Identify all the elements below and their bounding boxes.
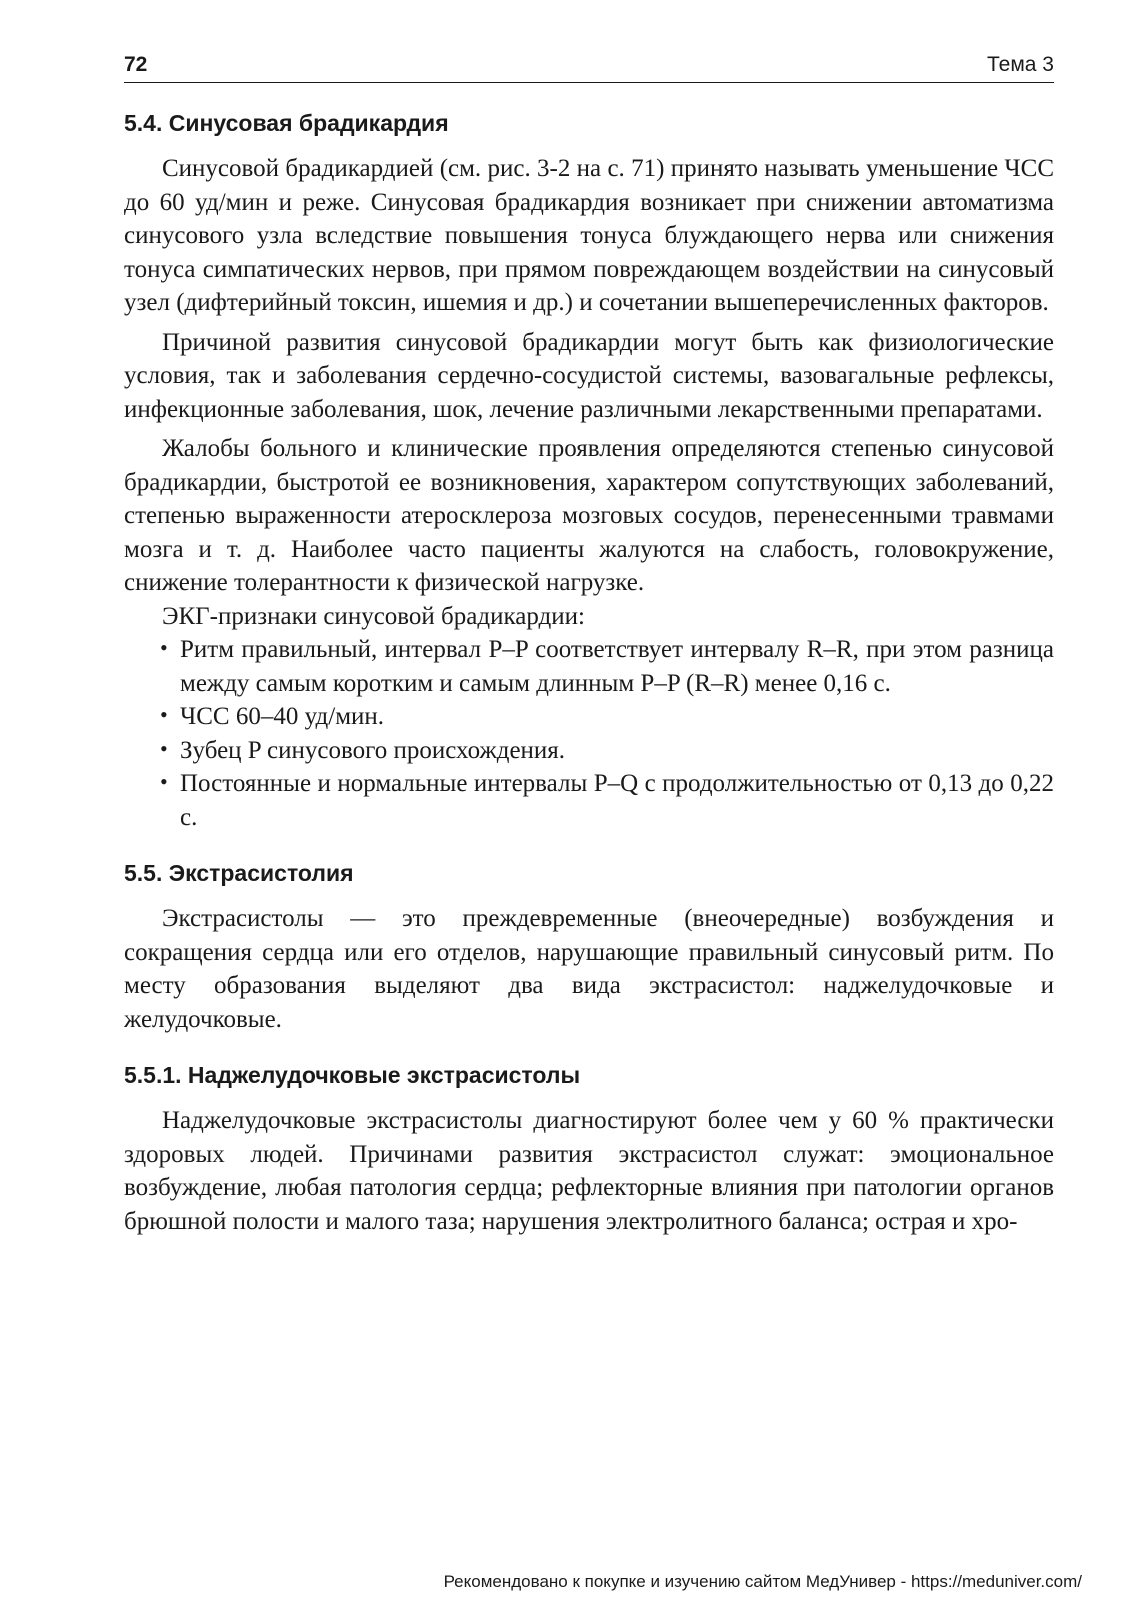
ecg-signs-list [124, 633, 1054, 834]
section-heading-5-5-1: 5.5.1. Наджелудочковые экстрасистолы [124, 1062, 581, 1088]
page-header [124, 50, 1054, 83]
list-item: • Ритм правильный, интервал P–P соответствует интервалу R–R, при этом разница между самым коротким и самым длинным P–P (R–R) менее 0,16 с. [180, 633, 1054, 700]
running-head: Тема 3 [987, 53, 1054, 76]
section-heading-5-4: 5.4. Синусовая брадикардия [124, 110, 449, 136]
list-item: • Зубец P синусового происхождения. [180, 734, 1054, 768]
page-number: 72 [124, 53, 148, 76]
footer-note: Рекомендовано к покупке и изучению сайтом МедУнивер - https://meduniver.com/ [443, 1572, 1082, 1591]
paragraph: Причиной развития синусовой брадикардии могут быть как физиологические условия, так и заболевания сердечно-сосудистой системы, вазовагальные рефлексы, инфекционные заболевания, шок, лечение различными лекарственными препаратами. [124, 328, 1054, 423]
paragraph: Синусовой брадикардией (см. рис. 3-2 на с. 71) принято называть уменьшение ЧСС до 60 уд/мин и реже. Синусовая брадикардия возникает при снижении автоматизма синусового узла вследствие повышения тонуса блуждающего нерва или снижения тонуса симпатических нервов, при прямом повреждающем воздействии на синусовый узел (дифтерийный токсин, ишемия и др.) и сочетании вышеперечисленных факторов. [124, 155, 1054, 316]
paragraph: Наджелудочковые экстрасистолы диагностируют более чем у 60 % практически здоровых людей. Причинами развития экстрасистол служат: эмоциональное возбуждение, любая патология сердца; рефлекторные влияния при патологии органов брюшной полости и малого таза; нарушения электролитного баланса; острая и хро- [124, 1107, 1054, 1235]
section-heading-5-5: 5.5. Экстрасистолия [124, 860, 354, 886]
page-body [124, 106, 1054, 1238]
paragraph: Экстрасистолы — это преждевременные (внеочередные) возбуждения и сокращения сердца или его отделов, нарушающие правильный синусовый ритм. По месту образования выделяют два вида экстрасистол: наджелудочковые и желудочковые. [124, 905, 1054, 1033]
paragraph: Жалобы больного и клинические проявления определяются степенью синусовой брадикардии, быстротой ее возникновения, характером сопутствующих заболеваний, степенью выраженности атеросклероза мозговых сосудов, перенесенными травмами мозга и т. д. Наиболее часто пациенты жалуются на слабость, головокружение, снижение толерантности к физической нагрузке. [124, 435, 1054, 596]
list-item: • Постоянные и нормальные интервалы P–Q с продолжительностью от 0,13 до 0,22 с. [180, 767, 1054, 834]
paragraph: ЭКГ-признаки синусовой брадикардии: [162, 602, 585, 630]
list-item: • ЧСС 60–40 уд/мин. [180, 700, 1054, 734]
